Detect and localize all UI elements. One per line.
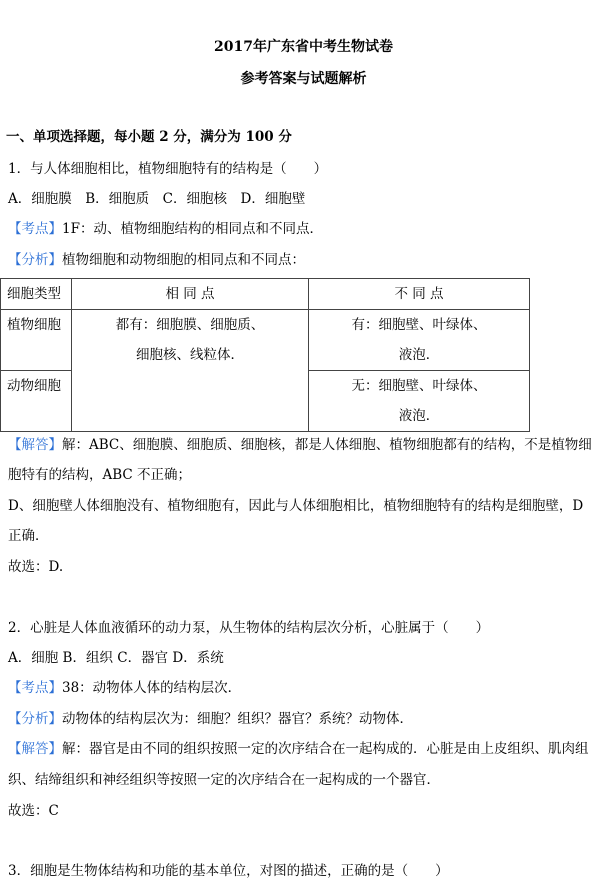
- q2-stem: 2．心脏是人体血液循环的动力泵，从生物体的结构层次分析，心脏属于（ ）: [8, 620, 490, 636]
- same-line-2: 细胞核、线粒体．: [136, 347, 244, 363]
- q2-jieda-line-1: 【解答】解：器官是由不同的组织按照一定的次序结合在一起构成的．心脏是由上皮组织、肌肉组: [8, 741, 589, 757]
- cell-comparison-table: [0, 278, 530, 432]
- q1-jieda-line-1: 【解答】解：ABC、细胞膜、细胞质、细胞核，都是人体细胞、植物细胞都有的结构，不是植物细: [8, 437, 592, 453]
- diff-animal-cell: 无：细胞壁、叶绿体、 液泡．: [309, 371, 530, 432]
- q1-fenxi-text: 植物细胞和动物细胞的相同点和不同点：: [62, 252, 305, 268]
- kaodian-tag: 【考点】: [8, 221, 62, 237]
- table-row-plant: [1, 310, 530, 371]
- q1-jieda-line-3: D、细胞壁人体细胞没有、植物细胞有，因此与人体细胞相比，植物细胞特有的结构是细胞壁，D: [8, 498, 584, 514]
- doc-title: 2017年广东省中考生物试卷: [214, 39, 393, 55]
- kaodian-tag: 【考点】: [8, 680, 62, 696]
- header-cell-type: 细胞类型: [1, 279, 72, 310]
- q1-answer: 故选：D.: [8, 559, 64, 575]
- q2-options: A．细胞 B．组织 C．器官 D．系统: [8, 650, 224, 666]
- q2-kaodian: 【考点】38：动物体人体的结构层次．: [8, 680, 242, 696]
- q1-stem: 1．与人体细胞相比，植物细胞特有的结构是（ ）: [8, 161, 328, 177]
- q1-fenxi: [8, 251, 305, 269]
- q3-stem: 3．细胞是生物体结构和功能的基本单位，对图的描述，正确的是（ ）: [8, 863, 449, 879]
- section-heading: 一、单项选择题，每小题 2 分，满分为 100 分: [6, 129, 292, 145]
- fenxi-tag: 【分析】: [8, 711, 62, 727]
- header-diff: 不 同 点: [309, 279, 530, 310]
- diff-plant-cell: 有：细胞壁、叶绿体、 液泡．: [309, 310, 530, 371]
- q1-jieda-line-4: 正确．: [8, 528, 49, 544]
- q1-kaodian-text: 1F：动、植物细胞结构的相同点和不同点．: [62, 221, 323, 237]
- doc-subtitle: 参考答案与试题解析: [240, 71, 367, 87]
- row-label-animal: 动物细胞: [1, 371, 72, 432]
- q1-options: A．细胞膜 B．细胞质 C．细胞核 D．细胞壁: [8, 191, 306, 207]
- jieda-tag: 【解答】: [8, 741, 62, 757]
- table-header-row: [1, 279, 530, 310]
- q2-answer: 故选：C: [8, 803, 59, 819]
- jieda-tag: 【解答】: [8, 437, 62, 453]
- same-points-cell: [72, 310, 309, 432]
- row-label-plant: 植物细胞: [1, 310, 72, 371]
- q1-kaodian: [8, 220, 323, 238]
- q2-jieda-line-2: 织、结缔组织和神经组织等按照一定的次序结合在一起构成的一个器官．: [8, 772, 440, 788]
- q1-jieda-line-2: 胞特有的结构，ABC 不正确；: [8, 467, 192, 483]
- q2-fenxi: 【分析】动物体的结构层次为：细胞？组织？器官？系统？动物体．: [8, 711, 413, 727]
- header-same: 相 同 点: [72, 279, 309, 310]
- same-line-1: 都有：细胞膜、细胞质、: [115, 317, 265, 333]
- fenxi-tag: 【分析】: [8, 252, 62, 268]
